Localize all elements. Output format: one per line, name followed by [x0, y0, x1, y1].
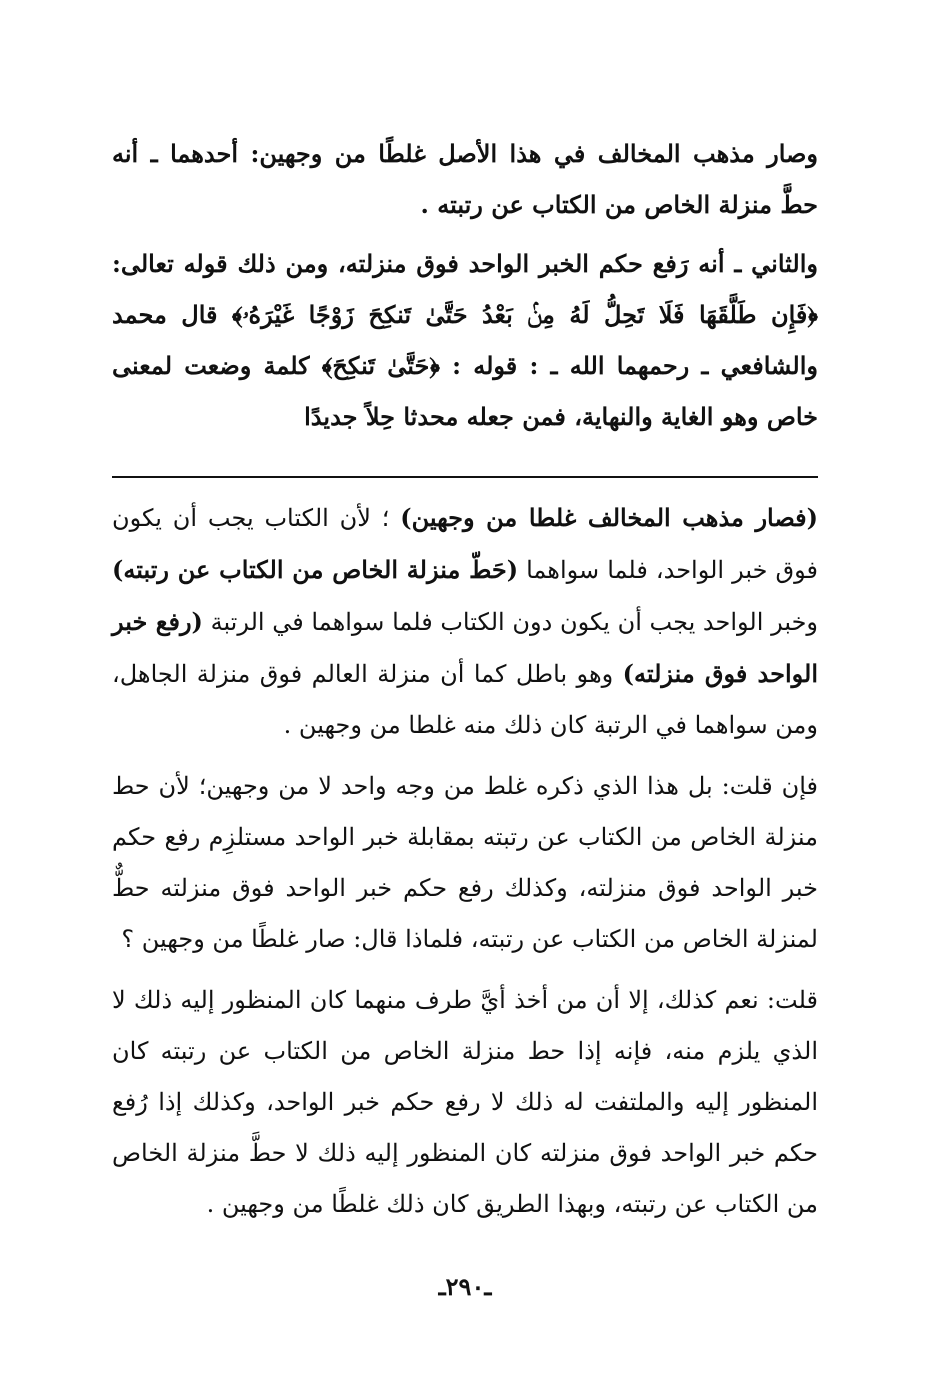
commentary-text-span: وخبر الواحد يجب أن يكون دون الكتاب فلما سواهما في الرتبة	[202, 608, 818, 636]
commentary-paragraph-1	[112, 492, 818, 751]
quoted-phrase: (رفع خبر الواحد فوق منزلته)	[112, 607, 818, 688]
book-page	[112, 128, 818, 1328]
quoted-phrase: (حَطّ منزلة الخاص من الكتاب عن رتبته)	[112, 555, 519, 584]
commentary-text-span: ؛ لأن الكتاب يجب أن يكون فوق خبر الواحد، فلما سواهما	[112, 504, 819, 584]
commentary-paragraph-2: فإن قلت: بل هذا الذي ذكره غلط من وجه واحد لا من وجهين؛ لأن حط منزلة الخاص من الكتاب عن رتبته بمقابلة خبر الواحد مستلزِم رفع حكم خبر الواحد فوق منزلته، وكذلك رفع حكم خبر الواحد فوق منزلته حطٌّ لمنزلة الخاص من الكتاب عن رتبته، فلماذا قال: صار غلطًا من وجهين ؟	[112, 772, 818, 953]
commentary-text-span: وهو باطل كما أن منزلة العالم فوق منزلة الجاهل، ومن سواهما في الرتبة كان ذلك منه غلطا من وجهين .	[112, 660, 818, 739]
commentary-paragraph-3: قلت: نعم كذلك، إلا أن من أخذ أيَّ طرف منهما كان المنظور إليه ذلك لا الذي يلزم منه، فإنه إذا حط منزلة الخاص من الكتاب عن رتبته كان المنظور إليه والملتفت له ذلك لا رفع حكم خبر الواحد، وكذلك إذا رُفع حكم خبر الواحد فوق منزلته كان المنظور إليه ذلك لا حطَّ منزلة الخاص من الكتاب عن رتبته، وبهذا الطريق كان ذلك غلطًا من وجهين .	[112, 986, 818, 1218]
quoted-phrase: (فصار مذهب المخالف غلطا من وجهين)	[400, 503, 818, 532]
main-paragraph-1: وصار مذهب المخالف في هذا الأصل غلطًا من وجهين: أحدهما ـ أنه حطَّ منزلة الخاص من الكتاب عن رتبته .	[112, 139, 818, 219]
page-number: ـ٢٩٠ـ	[438, 1272, 492, 1301]
commentary-text	[112, 492, 818, 1230]
main-paragraph-2: والثاني ـ أنه رَفع حكم الخبر الواحد فوق منزلته، ومن ذلك قوله تعالى: ﴿فَإِن طَلَّقَهَا فَلَا تَحِلُّ لَهُ مِنۢ بَعْدُ حَتَّىٰ تَنكِحَ زَوْجًا غَيْرَهُۥ﴾ قال محمد والشافعي ـ رحمهما الله ـ : قوله : ﴿حَتَّىٰ تَنكِحَ﴾ كلمة وضعت لمعنى خاص وهو الغاية والنهاية، فمن جعله محدثا حِلاً جديدًا	[112, 249, 818, 431]
main-text	[112, 128, 818, 442]
footnote-divider	[112, 476, 818, 478]
